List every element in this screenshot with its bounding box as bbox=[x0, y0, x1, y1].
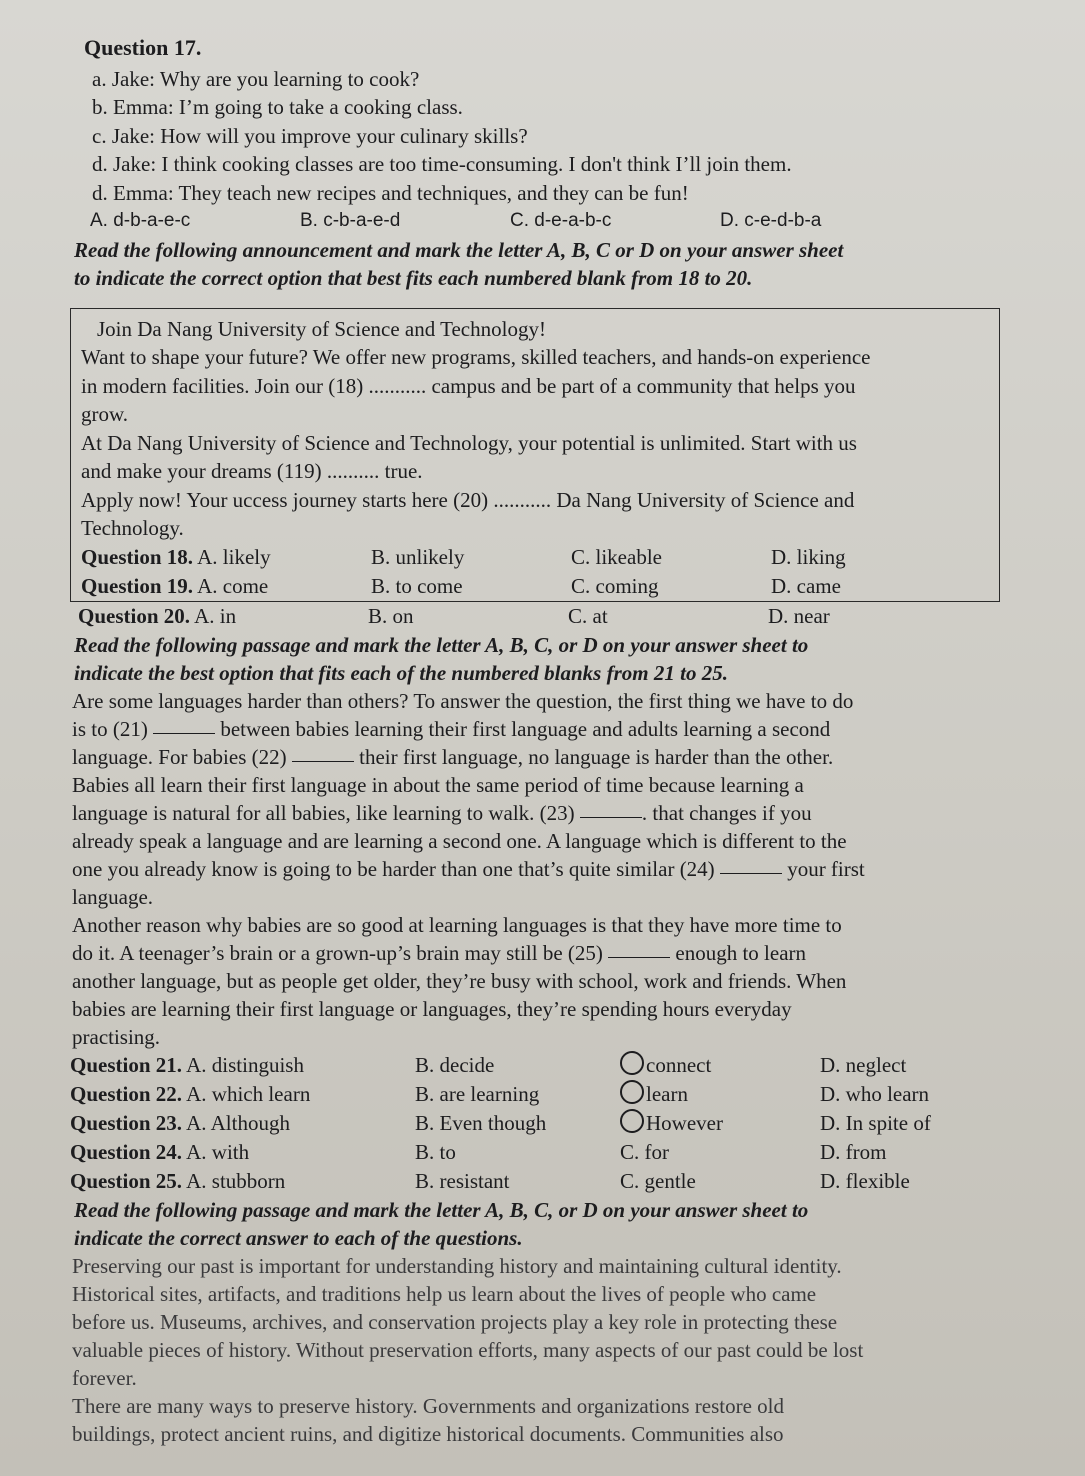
instruction-reading bbox=[74, 1196, 989, 1252]
option-b[interactable]: B. Even though bbox=[415, 1110, 547, 1135]
blank-22[interactable] bbox=[292, 760, 354, 762]
question-23-label: Question 23. bbox=[70, 1110, 183, 1135]
instruction-line: indicate the best option that fits each of the numbered blanks from 21 to 25. bbox=[74, 660, 728, 685]
option-c[interactable] bbox=[620, 1080, 820, 1109]
question-21-row bbox=[70, 1051, 989, 1080]
passage-line: Are some languages harder than others? To answer the question, the first thing we have to do bbox=[72, 688, 854, 713]
blank-24[interactable] bbox=[720, 872, 782, 874]
option-b[interactable]: B. unlikely bbox=[371, 544, 465, 569]
question-18-row bbox=[81, 543, 993, 572]
announcement-line: Apply now! Your uccess journey starts here (20) ........... Da Nang University of Science and bbox=[81, 487, 855, 512]
option-a[interactable]: A. in bbox=[194, 603, 237, 628]
option-d[interactable]: D. who learn bbox=[820, 1081, 930, 1106]
option-c[interactable]: C. for bbox=[620, 1139, 669, 1164]
option-b[interactable]: B. resistant bbox=[415, 1168, 510, 1193]
passage-line bbox=[72, 743, 989, 771]
passage-languages bbox=[72, 687, 989, 1051]
circle-mark-icon bbox=[620, 1080, 644, 1104]
option-d[interactable]: D. came bbox=[771, 573, 841, 598]
option-a[interactable]: A. which learn bbox=[186, 1081, 311, 1106]
passage-history bbox=[72, 1252, 989, 1448]
dialogue-line: b. Emma: I’m going to take a cooking class. bbox=[92, 95, 463, 119]
option-b[interactable]: B. c-b-a-e-d bbox=[300, 210, 401, 231]
dialogue-line: d. Emma: They teach new recipes and techniques, and they can be fun! bbox=[92, 180, 689, 205]
passage-line: Another reason why babies are so good at learning languages is that they have more time to bbox=[72, 912, 842, 937]
passage-line: forever. bbox=[72, 1365, 137, 1390]
option-c[interactable]: C. at bbox=[568, 603, 608, 628]
passage-line bbox=[72, 939, 989, 967]
passage-line: valuable pieces of history. Without preservation efforts, many aspects of our past could be lost bbox=[72, 1337, 864, 1362]
passage-text: between babies learning their first language and adults learning a second bbox=[220, 716, 831, 741]
question-20-label: Question 20. bbox=[78, 603, 191, 628]
option-a[interactable]: A. distinguish bbox=[186, 1052, 304, 1077]
passage-text: do it. A teenager’s brain or a grown-up’s brain may still be (25) bbox=[72, 940, 603, 965]
question-25-row bbox=[70, 1167, 989, 1196]
option-b[interactable]: B. to come bbox=[371, 573, 463, 598]
option-b[interactable]: B. on bbox=[368, 603, 414, 628]
option-d[interactable]: D. c-e-d-b-a bbox=[720, 210, 822, 231]
announcement-box bbox=[70, 308, 1000, 602]
passage-line bbox=[72, 855, 989, 883]
option-a[interactable]: A. Although bbox=[186, 1110, 290, 1135]
question-17-title: Question 17. bbox=[84, 35, 202, 60]
blank-23[interactable] bbox=[580, 816, 642, 818]
option-c[interactable]: C. likeable bbox=[571, 544, 662, 569]
question-17-options bbox=[90, 207, 989, 236]
dialogue-line: a. Jake: Why are you learning to cook? bbox=[92, 66, 420, 91]
question-18-label: Question 18. bbox=[81, 544, 194, 569]
option-d[interactable]: D. flexible bbox=[820, 1168, 910, 1193]
option-c[interactable] bbox=[620, 1109, 820, 1138]
passage-line: Historical sites, artifacts, and traditions help us learn about the lives of people who came bbox=[72, 1281, 817, 1306]
option-a[interactable]: A. d-b-a-e-c bbox=[90, 210, 191, 231]
question-24-row bbox=[70, 1138, 989, 1167]
passage-line: There are many ways to preserve history. Governments and organizations restore old bbox=[72, 1393, 785, 1418]
announcement-line: grow. bbox=[81, 402, 129, 426]
option-a[interactable]: A. stubborn bbox=[186, 1168, 286, 1193]
passage-line: babies are learning their first language or languages, they’re spending hours everyday bbox=[72, 996, 792, 1021]
option-b[interactable]: B. are learning bbox=[415, 1081, 540, 1106]
option-d[interactable]: D. In spite of bbox=[820, 1110, 931, 1135]
option-a[interactable]: A. with bbox=[186, 1139, 250, 1164]
option-c[interactable] bbox=[620, 1051, 820, 1080]
dialogue-line: d. Jake: I think cooking classes are too time-consuming. I don't think I’ll join them. bbox=[92, 152, 792, 176]
instruction-line: Read the following announcement and mark the letter A, B, C or D on your answer sheet bbox=[74, 237, 844, 262]
question-21-label: Question 21. bbox=[70, 1052, 183, 1077]
option-c-text: learn bbox=[646, 1081, 688, 1106]
option-c-text: However bbox=[646, 1110, 723, 1135]
option-d[interactable]: D. liking bbox=[771, 544, 846, 569]
question-23-row bbox=[70, 1109, 989, 1138]
question-25-label: Question 25. bbox=[70, 1168, 183, 1193]
question-20-row bbox=[78, 602, 989, 631]
option-b[interactable]: B. decide bbox=[415, 1052, 495, 1077]
announcement-title: Join Da Nang University of Science and Technology! bbox=[97, 316, 546, 341]
passage-line bbox=[72, 799, 989, 827]
blank-25[interactable] bbox=[608, 956, 670, 958]
instruction-21-25 bbox=[74, 631, 989, 687]
passage-line: Preserving our past is important for understanding history and maintaining cultural identity. bbox=[72, 1253, 842, 1278]
option-c[interactable]: C. d-e-a-b-c bbox=[510, 210, 612, 231]
instruction-18-20 bbox=[74, 236, 989, 292]
announcement-line: Technology. bbox=[81, 516, 184, 540]
question-19-row bbox=[71, 572, 999, 602]
passage-text: language. For babies (22) bbox=[72, 744, 287, 769]
instruction-line: Read the following passage and mark the letter A, B, C, or D on your answer sheet to bbox=[74, 1197, 809, 1222]
blank-21[interactable] bbox=[153, 732, 215, 734]
circle-mark-icon bbox=[620, 1109, 644, 1133]
passage-line: buildings, protect ancient ruins, and digitize historical documents. Communities also bbox=[72, 1421, 784, 1446]
instruction-line: indicate the correct answer to each of the questions. bbox=[74, 1225, 523, 1250]
option-a[interactable]: A. likely bbox=[197, 544, 271, 569]
announcement-line: At Da Nang University of Science and Technology, your potential is unlimited. Start with us bbox=[81, 430, 857, 455]
passage-line: practising. bbox=[72, 1024, 161, 1049]
option-a[interactable]: A. come bbox=[197, 573, 269, 598]
announcement-line: and make your dreams (119) .......... true. bbox=[81, 459, 423, 483]
passage-line: Babies all learn their first language in about the same period of time because learning a bbox=[72, 772, 804, 797]
option-d[interactable]: D. neglect bbox=[820, 1052, 907, 1077]
passage-text: your first bbox=[787, 856, 865, 881]
option-d[interactable]: D. from bbox=[820, 1139, 887, 1164]
option-c[interactable]: C. gentle bbox=[620, 1168, 696, 1193]
instruction-line: Read the following passage and mark the letter A, B, C, or D on your answer sheet to bbox=[74, 632, 809, 657]
passage-line: already speak a language and are learning a second one. A language which is different to the bbox=[72, 828, 847, 853]
dialogue-line: c. Jake: How will you improve your culinary skills? bbox=[92, 123, 528, 148]
passage-line: another language, but as people get older, they’re busy with school, work and friends. When bbox=[72, 968, 847, 993]
announcement-line: Want to shape your future? We offer new programs, skilled teachers, and hands-on experience bbox=[81, 345, 871, 369]
option-c[interactable]: C. coming bbox=[571, 573, 659, 598]
passage-text: enough to learn bbox=[675, 940, 807, 965]
announcement-line: in modern facilities. Join our (18) ........... campus and be part of a community that helps you bbox=[81, 373, 856, 398]
question-24-label: Question 24. bbox=[70, 1139, 183, 1164]
passage-text: . that changes if you bbox=[641, 800, 812, 825]
passage-line: language. bbox=[72, 884, 154, 909]
option-c-text: connect bbox=[646, 1052, 712, 1077]
circle-mark-icon bbox=[620, 1051, 644, 1075]
question-19-label: Question 19. bbox=[81, 573, 194, 598]
option-b[interactable]: B. to bbox=[415, 1139, 456, 1164]
passage-text: language is natural for all babies, like learning to walk. (23) bbox=[72, 800, 575, 825]
passage-text: their first language, no language is harder than the other. bbox=[359, 744, 834, 769]
instruction-line: to indicate the correct option that best fits each numbered blank from 18 to 20. bbox=[74, 265, 753, 290]
passage-text: is to (21) bbox=[72, 716, 148, 741]
question-22-row bbox=[70, 1080, 989, 1109]
option-d[interactable]: D. near bbox=[768, 603, 830, 628]
passage-line bbox=[72, 715, 989, 743]
passage-text: one you already know is going to be harder than one that’s quite similar (24) bbox=[72, 856, 715, 881]
question-22-label: Question 22. bbox=[70, 1081, 183, 1106]
passage-line: before us. Museums, archives, and conservation projects play a key role in protecting these bbox=[72, 1309, 838, 1334]
